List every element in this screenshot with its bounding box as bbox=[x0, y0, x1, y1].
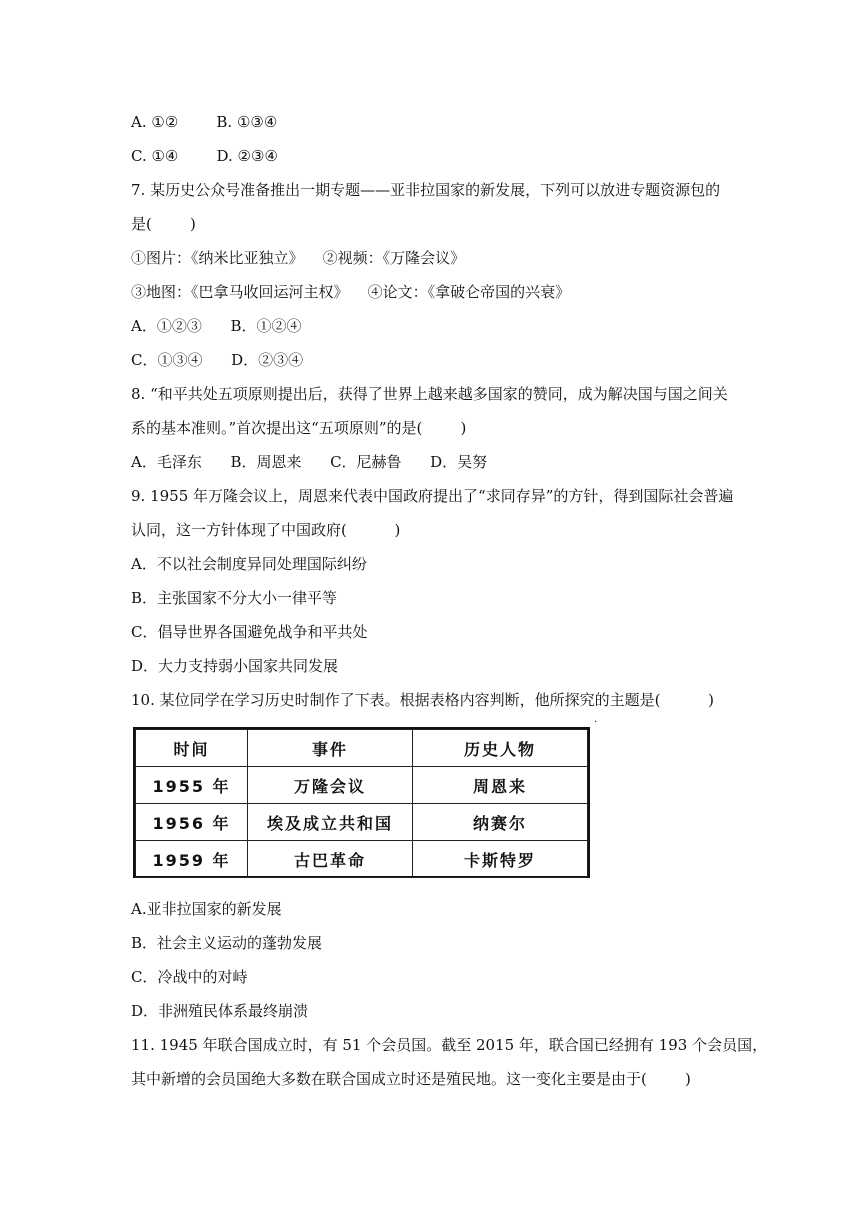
options-line: A．①②③ B．①②④ bbox=[131, 317, 302, 335]
options-line: A．毛泽东 B．周恩来 C．尼赫鲁 D．吴努 bbox=[131, 453, 488, 471]
table-header: 事件 bbox=[248, 730, 413, 767]
option-a: A.亚非拉国家的新发展 bbox=[131, 900, 282, 918]
table-cell: 1956 年 bbox=[136, 804, 248, 841]
question-9-text: 认同，这一方针体现了中国政府( ) bbox=[131, 521, 401, 539]
stray-mark: . bbox=[594, 714, 598, 725]
table-header: 时间 bbox=[136, 730, 248, 767]
table-row bbox=[136, 841, 588, 878]
table-cell: 卡斯特罗 bbox=[413, 841, 588, 878]
table-cell: 纳赛尔 bbox=[413, 804, 588, 841]
option-b: B．社会主义运动的蓬勃发展 bbox=[131, 934, 323, 952]
table-cell: 古巴革命 bbox=[248, 841, 413, 878]
option-c: C．冷战中的对峙 bbox=[131, 968, 248, 986]
question-7-text: 7. 某历史公众号准备推出一期专题——亚非拉国家的新发展，下列可以放进专题资源包的 bbox=[131, 181, 721, 199]
question-11-text: 其中新增的会员国绝大多数在联合国成立时还是殖民地。这一变化主要是由于( ) bbox=[131, 1070, 691, 1088]
question-8-text: 8. “和平共处五项原则提出后，获得了世界上越来越多国家的赞同，成为解决国与国之间关 bbox=[131, 385, 728, 403]
option-d: D．大力支持弱小国家共同发展 bbox=[131, 657, 339, 675]
question-7-text: 是( ) bbox=[131, 215, 196, 233]
options-line: C. ①④ D. ②③④ bbox=[131, 147, 278, 165]
table-row bbox=[136, 767, 588, 804]
option-c: C．倡导世界各国避免战争和平共处 bbox=[131, 623, 368, 641]
question-7-items: ①图片：《纳米比亚独立》 ②视频：《万隆会议》 bbox=[131, 249, 466, 267]
question-9-text: 9. 1955 年万隆会议上，周恩来代表中国政府提出了“求同存异”的方针，得到国际社会普遍 bbox=[131, 487, 734, 505]
table-header-row bbox=[136, 730, 588, 767]
option-b: B．主张国家不分大小一律平等 bbox=[131, 589, 338, 607]
table-cell: 1955 年 bbox=[136, 767, 248, 804]
question-7-items: ③地图：《巴拿马收回运河主权》 ④论文：《拿破仑帝国的兴衰》 bbox=[131, 283, 571, 301]
options-line: C．①③④ D．②③④ bbox=[131, 351, 304, 369]
option-d: D．非洲殖民体系最终崩溃 bbox=[131, 1002, 309, 1020]
table-cell: 周恩来 bbox=[413, 767, 588, 804]
option-a: A．不以社会制度异同处理国际纠纷 bbox=[131, 555, 367, 573]
table-cell: 埃及成立共和国 bbox=[248, 804, 413, 841]
table-cell: 万隆会议 bbox=[248, 767, 413, 804]
table-cell: 1959 年 bbox=[136, 841, 248, 878]
question-8-text: 系的基本准则。”首次提出这“五项原则”的是( ) bbox=[131, 419, 467, 437]
options-line: A. ①② B. ①③④ bbox=[131, 113, 278, 131]
history-table bbox=[133, 727, 590, 878]
question-10-text: 10. 某位同学在学习历史时制作了下表。根据表格内容判断，他所探究的主题是( ) bbox=[131, 691, 715, 709]
question-11-text: 11. 1945 年联合国成立时，有 51 个会员国。截至 2015 年，联合国已经拥有 193 个会员国， bbox=[131, 1036, 768, 1054]
table-header: 历史人物 bbox=[413, 730, 588, 767]
table-row bbox=[136, 804, 588, 841]
